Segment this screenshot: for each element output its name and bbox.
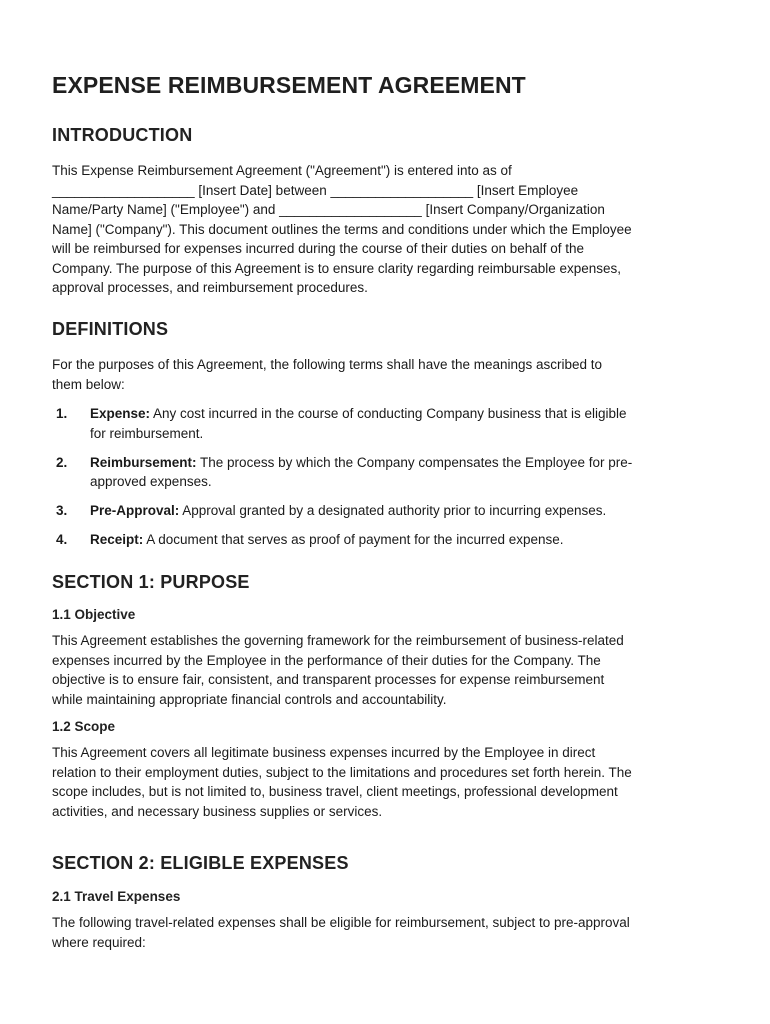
objective-line: objective is to ensure fair, consistent, and transparent processes for expense reimbursement xyxy=(52,672,605,687)
definition-number: 3. xyxy=(56,503,68,518)
intro-line: ___________________ [Insert Date] between ___________________ [Insert Employee xyxy=(52,182,579,198)
definition-term: Expense: xyxy=(90,406,151,421)
travel-line: where required: xyxy=(52,934,146,950)
section-1-purpose xyxy=(52,572,722,821)
introduction-heading: INTRODUCTION xyxy=(52,125,193,145)
objective-heading: 1.1 Objective xyxy=(52,607,136,622)
intro-line: will be reimbursed for expenses incurred during the course of their duties on behalf of the xyxy=(52,241,585,256)
section-1-heading: SECTION 1: PURPOSE xyxy=(52,572,250,592)
definition-term: Receipt: xyxy=(90,532,144,547)
intro-line: approval processes, and reimbursement procedures. xyxy=(52,280,368,295)
definition-text: Approval granted by a designated authority prior to incurring expenses. xyxy=(179,503,607,518)
definitions-intro xyxy=(52,355,722,394)
definition-term: Pre-Approval: xyxy=(90,503,180,518)
definitions-heading: DEFINITIONS xyxy=(52,319,169,339)
objective-line: while maintaining appropriate financial controls and accountability. xyxy=(52,691,447,707)
scope-line: scope includes, but is not limited to, business travel, client meetings, professional development xyxy=(52,784,618,799)
definition-text: for reimbursement. xyxy=(90,425,204,441)
travel-expenses-heading: 2.1 Travel Expenses xyxy=(52,889,181,904)
scope-heading: 1.2 Scope xyxy=(52,719,116,734)
definition-text: The process by which the Company compensates the Employee for pre- xyxy=(196,454,633,470)
definition-term: Reimbursement: xyxy=(90,454,197,470)
scope-paragraph xyxy=(52,743,722,821)
document-title: EXPENSE REIMBURSEMENT AGREEMENT xyxy=(52,72,526,98)
definitions-list xyxy=(52,404,722,550)
intro-line: This Expense Reimbursement Agreement ("Agreement") is entered into as of xyxy=(52,163,512,178)
scope-line: activities, and necessary business supplies or services. xyxy=(52,803,383,819)
travel-expenses-paragraph xyxy=(52,913,722,952)
objective-line: This Agreement establishes the governing framework for the reimbursement of business-related xyxy=(52,633,624,648)
intro-line: Company. The purpose of this Agreement is to ensure clarity regarding reimbursable expenses, xyxy=(52,260,622,276)
objective-line: expenses incurred by the Employee in the performance of their duties for the Company. The xyxy=(52,652,601,668)
intro-line: Name] ("Company"). This document outlines the terms and conditions under which the Employee xyxy=(52,221,632,237)
definitions-section xyxy=(52,319,722,559)
scope-line: relation to their employment duties, subject to the limitations and procedures set forth herein. The xyxy=(52,764,632,780)
definition-number: 2. xyxy=(56,454,68,470)
definition-item xyxy=(52,453,722,492)
travel-line: The following travel-related expenses shall be eligible for reimbursement, subject to pre-approval xyxy=(52,915,630,930)
intro-line: Name/Party Name] ("Employee") and ___________________ [Insert Company/Organization xyxy=(52,202,605,217)
definitions-intro-line: them below: xyxy=(52,376,125,392)
introduction-section xyxy=(52,125,722,298)
definition-text: A document that serves as proof of payment for the incurred expense. xyxy=(143,532,564,547)
section-2-heading: SECTION 2: ELIGIBLE EXPENSES xyxy=(52,853,349,873)
definition-item xyxy=(52,501,722,521)
objective-paragraph xyxy=(52,631,722,709)
definition-text: approved expenses. xyxy=(90,474,212,489)
definition-text: Any cost incurred in the course of conducting Company business that is eligible xyxy=(150,406,627,421)
definition-number: 4. xyxy=(56,532,68,547)
definitions-intro-line: For the purposes of this Agreement, the following terms shall have the meanings ascribed to xyxy=(52,357,603,372)
scope-line: This Agreement covers all legitimate business expenses incurred by the Employee in direct xyxy=(52,745,596,760)
section-2-eligible-expenses xyxy=(52,853,722,952)
definition-item xyxy=(52,404,722,443)
definition-item xyxy=(52,530,722,550)
introduction-paragraph xyxy=(52,161,722,298)
definition-number: 1. xyxy=(56,406,68,421)
